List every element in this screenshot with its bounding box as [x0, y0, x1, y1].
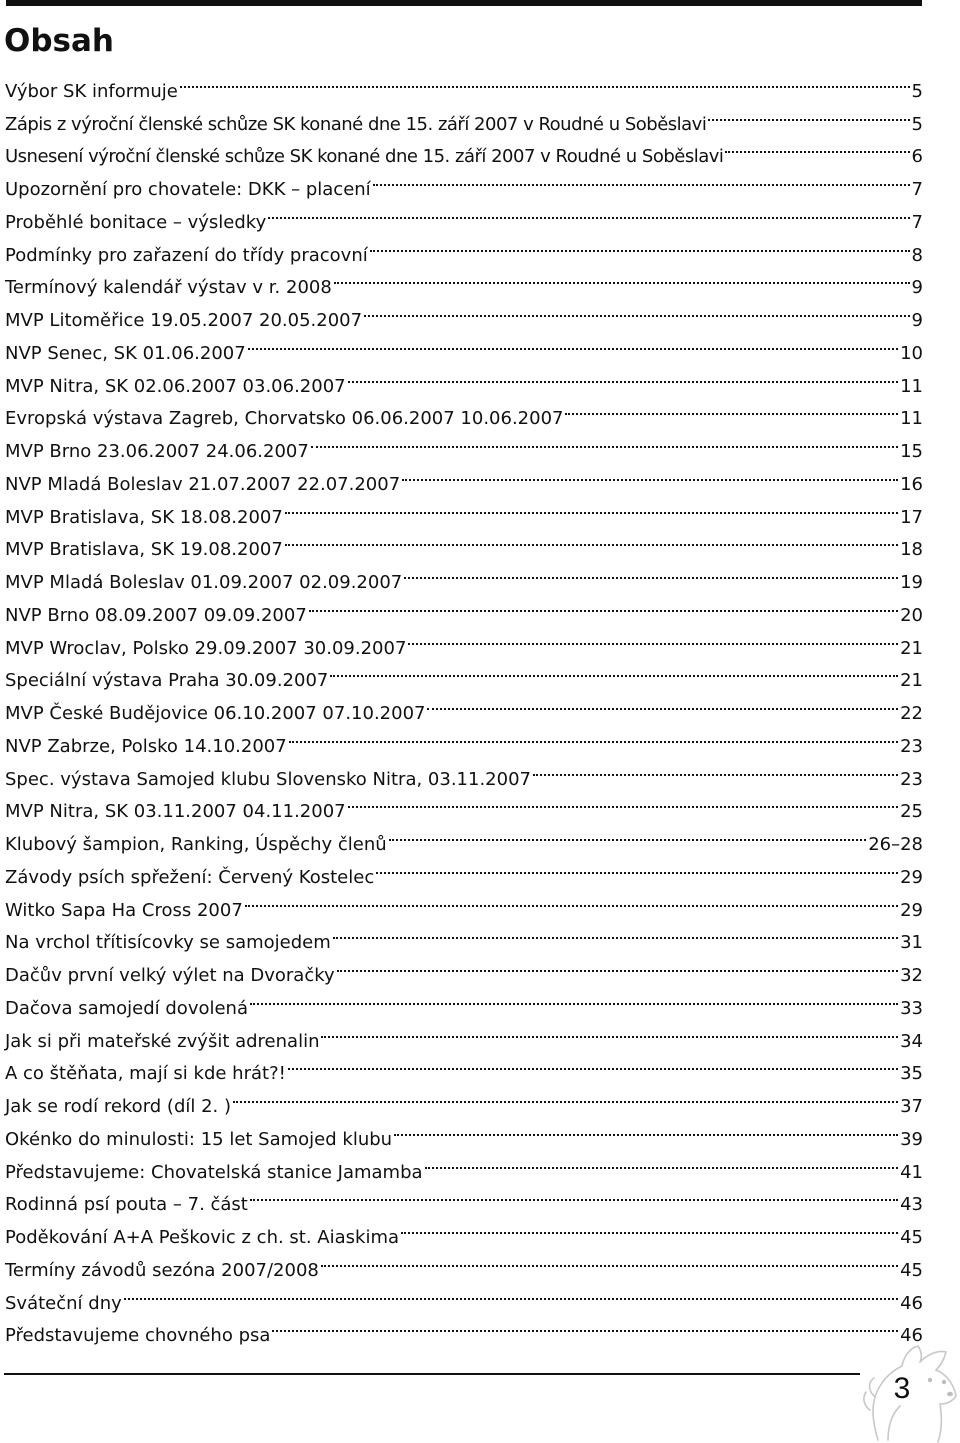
- toc-entry-title: Rodinná psí pouta – 7. část: [5, 1194, 248, 1216]
- toc-dot-leader: [346, 359, 900, 392]
- table-of-contents: [5, 64, 923, 1347]
- toc-entry-page: 29: [900, 899, 923, 921]
- toc-entry-title: Usnesení výroční členské schůze SK konané dne 15. září 2007 v Roudné u Soběslavi: [5, 146, 724, 168]
- toc-dot-leader: [307, 588, 900, 621]
- toc-entry-title: Představujeme: Chovatelská stanice Jamamba: [5, 1161, 423, 1183]
- toc-entry-page: 45: [900, 1227, 923, 1248]
- toc-dot-leader: [287, 719, 900, 752]
- toc-entry-title: Witko Sapa Ha Cross 2007: [5, 899, 243, 921]
- toc-entry-page: 34: [900, 1030, 923, 1052]
- toc-entry: [5, 1276, 923, 1314]
- toc-entry-page: 19: [900, 572, 923, 593]
- toc-entry-title: Poděkování A+A Peškovic z ch. st. Aiaskima: [5, 1227, 400, 1248]
- toc-entry-page: 17: [900, 506, 923, 528]
- toc-entry-title: Závody psích spřežení: Červený Kostelec: [5, 866, 375, 888]
- toc-dot-leader: [122, 1276, 900, 1309]
- toc-entry-title: MVP České Budějovice 06.10.2007 07.10.2007: [5, 703, 426, 724]
- page-number: 3: [893, 1372, 911, 1405]
- toc-dot-leader: [243, 883, 900, 916]
- toc-dot-leader: [423, 1145, 901, 1178]
- toc-entry-page: 11: [900, 375, 923, 397]
- bottom-rule: [4, 1373, 860, 1375]
- toc-entry-page: 26–28: [868, 834, 923, 855]
- toc-entry-title: Spec. výstava Samojed klubu Slovensko Nitra, 03.11.2007: [5, 768, 531, 790]
- toc-entry-page: 43: [900, 1194, 923, 1216]
- toc-entry-page: 7: [911, 211, 923, 233]
- top-rule: [6, 0, 922, 6]
- toc-entry-title: Představujeme chovného psa: [5, 1325, 271, 1347]
- toc-dot-leader: [400, 457, 900, 490]
- page-title: Obsah: [4, 23, 114, 59]
- toc-dot-leader: [371, 162, 912, 195]
- toc-entry: [5, 64, 923, 102]
- toc-entry-page: 18: [900, 539, 923, 561]
- toc-entry-page: 46: [900, 1325, 923, 1347]
- toc-entry-title: MVP Litoměřice 19.05.2007 20.05.2007: [5, 310, 363, 331]
- toc-entry-page: 9: [911, 277, 923, 299]
- toc-entry-page: 32: [900, 965, 923, 986]
- toc-entry-title: MVP Brno 23.06.2007 24.06.2007: [5, 441, 309, 462]
- toc-entry-title: Jak se rodí rekord (díl 2. ): [5, 1096, 232, 1117]
- toc-entry-title: MVP Bratislava, SK 19.08.2007: [5, 539, 283, 561]
- toc-dot-leader: [248, 1178, 900, 1211]
- toc-dot-leader: [178, 64, 912, 97]
- toc-dot-leader: [531, 752, 900, 785]
- toc-entry-title: NVP Brno 08.09.2007 09.09.2007: [5, 604, 307, 626]
- toc-dot-leader: [283, 523, 900, 556]
- toc-entry-page: 23: [900, 768, 923, 790]
- toc-entry-page: 5: [911, 80, 923, 102]
- toc-entry-page: 29: [900, 866, 923, 888]
- toc-dot-leader: [309, 424, 900, 457]
- toc-dot-leader: [335, 948, 900, 981]
- toc-dot-leader: [406, 621, 900, 654]
- toc-entry-title: NVP Zabrze, Polsko 14.10.2007: [5, 735, 287, 757]
- toc-entry-title: MVP Mladá Boleslav 01.09.2007 02.09.2007: [5, 572, 403, 593]
- toc-dot-leader: [286, 1047, 900, 1080]
- toc-dot-leader: [246, 326, 900, 359]
- toc-entry-title: Dačův první velký výlet na Dvoračky: [5, 965, 335, 986]
- toc-dot-leader: [346, 785, 900, 818]
- toc-dot-leader: [392, 1112, 900, 1145]
- toc-entry-title: Proběhlé bonitace – výsledky: [5, 211, 267, 233]
- toc-entry-title: Speciální výstava Praha 30.09.2007: [5, 670, 329, 692]
- toc-entry-page: 7: [911, 179, 923, 200]
- toc-dot-leader: [399, 1210, 900, 1243]
- toc-entry-title: Upozornění pro chovatele: DKK – placení: [5, 179, 371, 200]
- toc-entry-title: MVP Wroclav, Polsko 29.09.2007 30.09.2007: [5, 637, 407, 659]
- toc-entry-page: 41: [900, 1161, 923, 1183]
- toc-entry-title: Dačova samojedí dovolená: [5, 997, 248, 1019]
- toc-entry-page: 45: [900, 1259, 923, 1281]
- toc-entry-page: 8: [911, 244, 923, 266]
- toc-entry-page: 33: [900, 997, 923, 1019]
- toc-entry-title: Sváteční dny: [5, 1292, 122, 1314]
- toc-entry-title: Klubový šampion, Ranking, Úspěchy členů: [5, 834, 387, 855]
- toc-entry-page: 21: [900, 670, 923, 692]
- toc-dot-leader: [387, 817, 869, 850]
- toc-dot-leader: [283, 490, 900, 523]
- toc-entry-title: NVP Mladá Boleslav 21.07.2007 22.07.2007: [5, 473, 401, 495]
- toc-dot-leader: [402, 555, 900, 588]
- toc-entry-title: Termíny závodů sezóna 2007/2008: [5, 1259, 319, 1281]
- toc-dot-leader: [723, 130, 911, 163]
- toc-entry-title: Na vrchol třítisícovky se samojedem: [5, 932, 331, 954]
- toc-dot-leader: [362, 293, 911, 326]
- toc-dot-leader: [332, 261, 912, 294]
- toc-entry-page: 20: [900, 604, 923, 626]
- toc-dot-leader: [266, 195, 911, 228]
- toc-dot-leader: [319, 1243, 900, 1276]
- toc-entry-page: 46: [900, 1292, 923, 1314]
- toc-dot-leader: [706, 97, 911, 130]
- toc-entry: [5, 1309, 923, 1347]
- toc-dot-leader: [319, 1014, 900, 1047]
- toc-entry-title: Podmínky pro zařazení do třídy pracovní: [5, 244, 368, 266]
- toc-dot-leader: [425, 686, 900, 719]
- toc-entry-title: A co štěňata, mají si kde hrát?!: [5, 1063, 286, 1085]
- toc-entry-page: 6: [911, 146, 923, 168]
- toc-entry-title: MVP Nitra, SK 02.06.2007 03.06.2007: [5, 375, 346, 397]
- toc-dot-leader: [368, 228, 912, 261]
- toc-entry-page: 15: [900, 441, 923, 462]
- toc-entry-page: 25: [900, 801, 923, 823]
- toc-entry-page: 21: [900, 637, 923, 659]
- toc-entry-title: NVP Senec, SK 01.06.2007: [5, 342, 246, 364]
- toc-entry-page: 39: [900, 1128, 923, 1150]
- toc-entry-title: Výbor SK informuje: [5, 80, 178, 102]
- toc-dot-leader: [374, 850, 900, 883]
- toc-entry-page: 10: [900, 342, 923, 364]
- toc-entry-title: Evropská výstava Zagreb, Chorvatsko 06.06.2007 10.06.2007: [5, 408, 564, 430]
- toc-entry-title: Jak si při mateřské zvýšit adrenalin: [5, 1030, 320, 1052]
- toc-entry-page: 37: [900, 1096, 923, 1117]
- toc-entry-title: Zápis z výroční členské schůze SK konané dne 15. září 2007 v Roudné u Soběslavi: [5, 113, 707, 135]
- toc-dot-leader: [331, 916, 900, 949]
- toc-dot-leader: [231, 1079, 900, 1112]
- toc-entry-page: 35: [900, 1063, 923, 1085]
- toc-entry-title: Okénko do minulosti: 15 let Samojed klubu: [5, 1128, 393, 1150]
- toc-entry-title: Termínový kalendář výstav v r. 2008: [5, 277, 332, 299]
- toc-entry-page: 22: [900, 703, 923, 724]
- toc-dot-leader: [270, 1309, 900, 1342]
- toc-dot-leader: [248, 981, 900, 1014]
- toc-entry-title: MVP Bratislava, SK 18.08.2007: [5, 506, 283, 528]
- toc-entry-page: 5: [911, 113, 923, 135]
- toc-dot-leader: [563, 392, 900, 425]
- toc-entry-page: 9: [911, 310, 923, 331]
- toc-entry-title: MVP Nitra, SK 03.11.2007 04.11.2007: [5, 801, 346, 823]
- toc-entry-page: 23: [900, 735, 923, 757]
- toc-entry-page: 31: [900, 932, 923, 954]
- toc-dot-leader: [328, 654, 900, 687]
- toc-entry-page: 16: [900, 473, 923, 495]
- toc-entry-page: 11: [900, 408, 923, 430]
